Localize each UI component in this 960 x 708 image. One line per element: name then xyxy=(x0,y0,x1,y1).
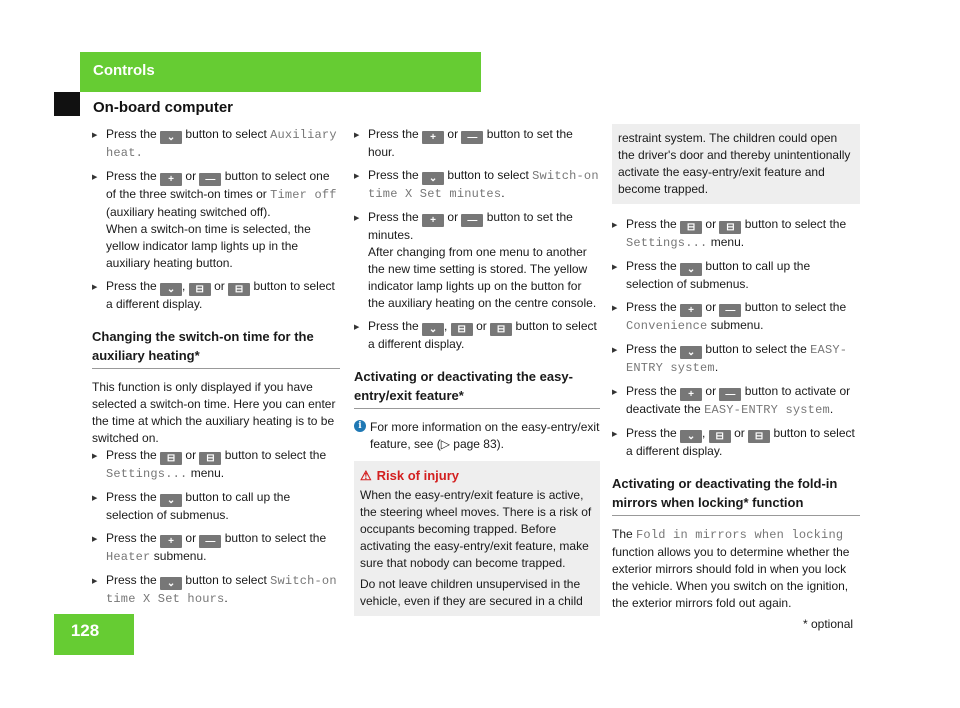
step: ▶ Press the ⌄ button to call up the selection of submenus. xyxy=(612,258,860,293)
subsection-title: On-board computer xyxy=(93,99,234,116)
minus-key-icon: — xyxy=(461,131,483,144)
page-number-box xyxy=(54,614,134,655)
plus-key-icon: + xyxy=(160,535,182,548)
step: ▶ Press the ⌄ , ⊟ or ⊟ button to select a different display. xyxy=(92,278,340,313)
display-left-key-icon: ⊟ xyxy=(160,452,182,465)
down-key-icon: ⌄ xyxy=(160,494,182,507)
step: ▶ Press the + or — button to select one of the three switch-on times or Timer off (auxiliary heating switched off). When a switch-on time is selected, the yellow indicator lamp lights up in the auxiliary heating button. xyxy=(92,168,340,272)
step: ▶ Press the + or — button to set the minutes. After changing from one menu to another the new time setting is stored. The yellow indicator lamp lights up on the button for the auxiliary heating on the centre console. xyxy=(354,209,600,312)
down-key-icon: ⌄ xyxy=(160,577,182,590)
down-key-icon: ⌄ xyxy=(422,172,444,185)
footnote: * optional xyxy=(803,617,854,631)
step: ▶ Press the ⌄ , ⊟ or ⊟ button to select a different display. xyxy=(612,425,860,460)
display-left-key-icon: ⊟ xyxy=(709,430,731,443)
down-key-icon: ⌄ xyxy=(160,283,182,296)
paragraph: This function is only displayed if you have selected a switch-on time. Here you can enter the time at which the auxiliary heating is to be switched on. xyxy=(92,380,336,445)
section-heading: Activating or deactivating the easy-entry/exit feature* xyxy=(354,367,600,409)
info-note: i For more information on the easy-entry/exit feature, see (▷ page 83). xyxy=(354,419,600,453)
down-key-icon: ⌄ xyxy=(422,323,444,336)
warning-text: When the easy-entry/exit feature is active, the steering wheel moves. There is a risk of occupants becoming trapped. Before activating the easy-entry/exit feature, make sure that nobody can become trapped. xyxy=(360,488,592,570)
display-text: Settings... xyxy=(626,236,708,250)
column-1 xyxy=(92,126,340,614)
down-key-icon: ⌄ xyxy=(680,430,702,443)
minus-key-icon: — xyxy=(199,173,221,186)
section-title: Controls xyxy=(93,62,155,79)
minus-key-icon: — xyxy=(461,214,483,227)
display-text: Switch-on time X Set minutes xyxy=(368,169,599,201)
warning-box-continued: restraint system. The children could open the driver's door and thereby unintentionally activate the easy-entry/exit feature and become trapped. xyxy=(612,124,860,204)
plus-key-icon: + xyxy=(160,173,182,186)
display-right-key-icon: ⊟ xyxy=(748,430,770,443)
display-text: Convenience xyxy=(626,319,708,333)
step: ▶ Press the ⌄ button to call up the selection of submenus. xyxy=(92,489,340,524)
minus-key-icon: — xyxy=(719,388,741,401)
plus-key-icon: + xyxy=(680,388,702,401)
warning-title: ⚠ Risk of injury xyxy=(360,468,460,483)
display-text: Auxiliary heat. xyxy=(106,128,337,160)
display-left-key-icon: ⊟ xyxy=(189,283,211,296)
warning-box xyxy=(354,461,600,616)
down-key-icon: ⌄ xyxy=(680,346,702,359)
step: ▶ Press the + or — button to activate or deactivate the EASY-ENTRY system. xyxy=(612,383,860,419)
step: ▶ Press the ⊟ or ⊟ button to select the Settings... menu. xyxy=(612,216,860,252)
display-right-key-icon: ⊟ xyxy=(199,452,221,465)
column-2 xyxy=(354,126,600,628)
display-right-key-icon: ⊟ xyxy=(719,221,741,234)
step: ▶ Press the ⊟ or ⊟ button to select the Settings... menu. xyxy=(92,447,340,483)
step: ▶ Press the + or — button to set the hour. xyxy=(354,126,600,161)
down-key-icon: ⌄ xyxy=(160,131,182,144)
display-right-key-icon: ⊟ xyxy=(490,323,512,336)
minus-key-icon: — xyxy=(719,304,741,317)
section-heading: Activating or deactivating the fold-in mirrors when locking* function xyxy=(612,474,860,516)
step-note: When a switch-on time is selected, the yellow indicator lamp lights up in the auxiliary heating button. xyxy=(106,222,311,270)
info-icon: i xyxy=(354,420,366,432)
step-note: After changing from one menu to another the new time setting is stored. The yellow indicator lamp lights up on the button for the auxiliary heating on the centre console. xyxy=(368,245,597,310)
display-left-key-icon: ⊟ xyxy=(680,221,702,234)
step: ▶ Press the ⌄ button to select Auxiliary heat. xyxy=(92,126,340,162)
plus-key-icon: + xyxy=(422,214,444,227)
page-number: 128 xyxy=(70,621,100,640)
step: ▶ Press the ⌄ , ⊟ or ⊟ button to select a different display. xyxy=(354,318,600,353)
display-text: Timer off xyxy=(270,188,337,202)
section-heading: Changing the switch-on time for the auxiliary heating* xyxy=(92,327,340,369)
display-right-key-icon: ⊟ xyxy=(228,283,250,296)
plus-key-icon: + xyxy=(422,131,444,144)
display-text: Settings... xyxy=(106,467,188,481)
step: ▶ Press the ⌄ button to select Switch-on time X Set minutes. xyxy=(354,167,600,203)
step: ▶ Press the ⌄ button to select Switch-on time X Set hours. xyxy=(92,572,340,608)
step: ▶ Press the + or — button to select the Heater submenu. xyxy=(92,530,340,566)
display-text: EASY-ENTRY system xyxy=(626,343,848,375)
down-key-icon: ⌄ xyxy=(680,263,702,276)
header-marker xyxy=(54,92,80,116)
step: ▶ Press the + or — button to select the Convenience submenu. xyxy=(612,299,860,335)
step: ▶ Press the ⌄ button to select the EASY-ENTRY system. xyxy=(612,341,860,377)
display-text: Heater xyxy=(106,550,151,564)
paragraph: The Fold in mirrors when locking function allows you to determine whether the exterior mirrors should fold in when you lock the vehicle. When you switch on the ignition, the exterior mirrors fold out again. xyxy=(612,527,850,610)
plus-key-icon: + xyxy=(680,304,702,317)
warning-text: Do not leave children unsupervised in the vehicle, even if they are secured in a child xyxy=(360,577,583,608)
column-3 xyxy=(612,126,860,612)
display-left-key-icon: ⊟ xyxy=(451,323,473,336)
minus-key-icon: — xyxy=(199,535,221,548)
display-text: Switch-on time X Set hours xyxy=(106,574,337,606)
display-text: Fold in mirrors when locking xyxy=(636,528,844,542)
warning-triangle-icon: ⚠ xyxy=(360,468,372,483)
display-text: EASY-ENTRY system xyxy=(704,403,830,417)
